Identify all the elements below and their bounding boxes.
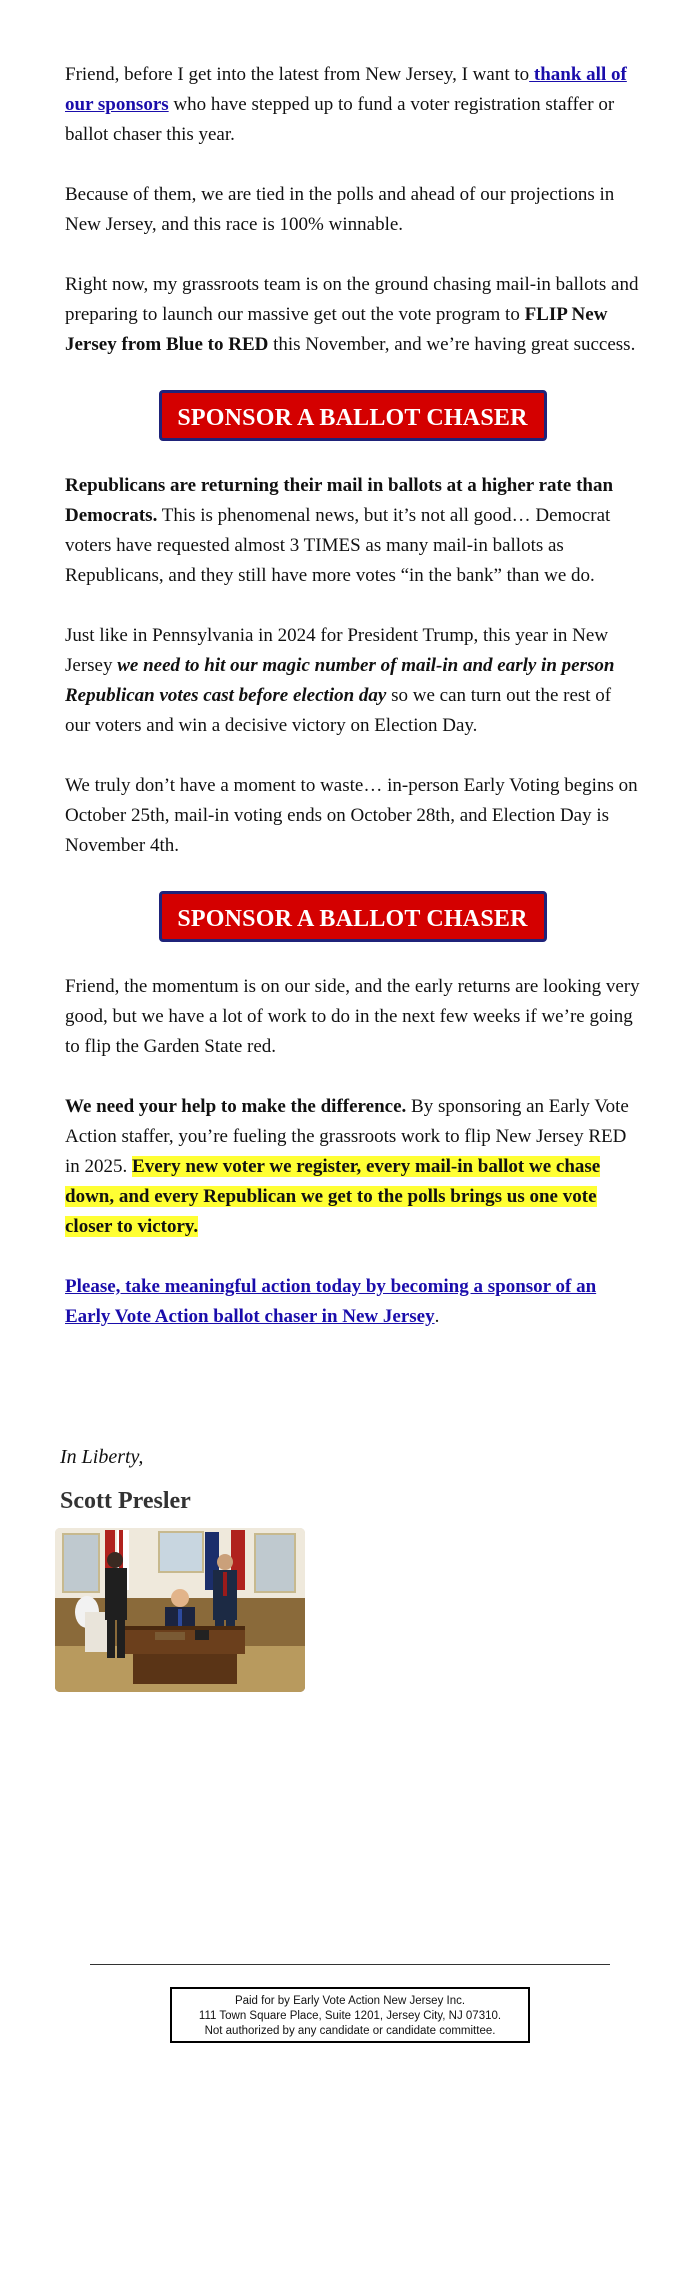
become-sponsor-link[interactable]: Please, take meaningful action today by becoming a sponsor of an Early Vote Action ballot chaser in New Jersey (65, 1276, 597, 1327)
paragraph-returning-ballots (65, 471, 640, 591)
cta-wrapper-1 (65, 390, 640, 441)
sponsor-ballot-chaser-button[interactable]: SPONSOR A BALLOT CHASER (159, 390, 547, 441)
highlighted-victory-text: Every new voter we register, every mail-in ballot we chase down, and every Republican we get to the polls brings us one vote closer to victory. (65, 1156, 601, 1237)
action-period: . (434, 1306, 440, 1327)
paragraph-intro (65, 60, 640, 150)
intro-text: Friend, before I get into the latest from New Jersey, I want to (65, 64, 530, 85)
cta-wrapper-2 (65, 891, 640, 942)
grassroots-text-end: this November, and we’re having great success. (268, 334, 636, 355)
oval-office-photo-icon (55, 1528, 305, 1692)
disclaimer-line-3: Not authorized by any candidate or candidate committee. (204, 2025, 496, 2037)
paragraph-momentum: Friend, the momentum is on our side, and the early returns are looking very good, but we have a lot of work to do in the next few weeks if we’re going to flip the Garden State red. (65, 976, 640, 1057)
thank-sponsors-link[interactable]: thank all of our sponsors (65, 64, 627, 115)
sponsor-ballot-chaser-button-2[interactable]: SPONSOR A BALLOT CHASER (159, 891, 547, 942)
magic-number-text-end: so we can turn out the rest of our voters and win a decisive victory on Election Day. (65, 685, 612, 736)
need-help-bold: We need your help to make the difference. (65, 1096, 407, 1117)
footer-divider (90, 1964, 610, 1965)
help-text: By sponsoring an Early Vote Action staffer, you’re fueling the grassroots work to flip New Jersey RED in 2025. (65, 1096, 629, 1177)
disclaimer-line-1: Paid for by Early Vote Action New Jersey Inc. (234, 1995, 466, 2007)
signature-name: Scott Presler (60, 1488, 191, 1514)
disclaimer-line-2: 111 Town Square Place, Suite 1201, Jersey City, NJ 07310. (198, 2010, 502, 2022)
paragraph-polls: Because of them, we are tied in the polls and ahead of our projections in New Jersey, and this race is 100% winnable. (65, 184, 615, 235)
signature-closing: In Liberty, (60, 1446, 144, 1468)
paragraph-action (65, 1272, 640, 1332)
paragraph-magic-number (65, 621, 640, 741)
republicans-returning-bold: Republicans are returning their mail in ballots at a higher rate than Democrats. (65, 475, 614, 526)
returning-ballots-text: This is phenomenal news, but it’s not all good… Democrat voters have requested almost 3 TIMES as many mail-in ballots as Republicans, and they still have more votes “in the bank” than we do. (65, 505, 611, 586)
email-body (65, 60, 640, 1362)
flip-nj-bold: FLIP New Jersey from Blue to RED (65, 304, 608, 355)
paragraph-grassroots (65, 270, 640, 360)
magic-number-bold-italic: we need to hit our magic number of mail-in and early in person Republican votes cast before election day (65, 655, 615, 706)
magic-number-text: Just like in Pennsylvania in 2024 for President Trump, this year in New Jersey (65, 625, 609, 676)
paragraph-dates: We truly don’t have a moment to waste… in-person Early Voting begins on October 25th, mail-in voting ends on October 28th, and Election Day is November 4th. (65, 775, 638, 856)
paragraph-help (65, 1092, 640, 1242)
grassroots-text: Right now, my grassroots team is on the ground chasing mail-in ballots and preparing to launch our massive get out the vote program to (65, 274, 639, 325)
intro-text-end: who have stepped up to fund a voter registration staffer or ballot chaser this year. (65, 94, 615, 145)
paid-for-disclaimer (170, 1987, 530, 2043)
